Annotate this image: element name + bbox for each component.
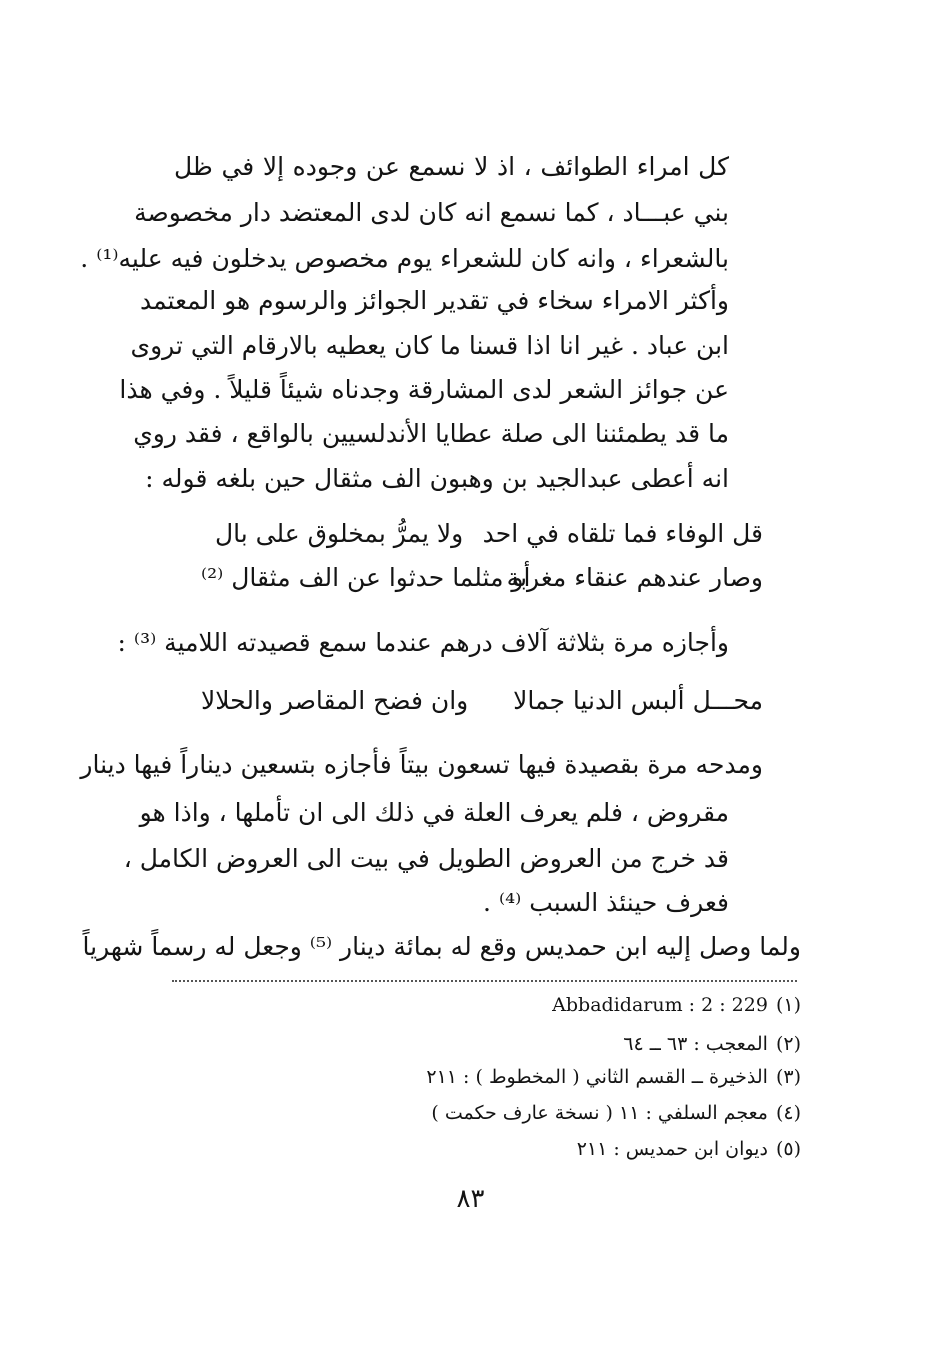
footnote-number: (٢) xyxy=(775,1033,801,1055)
footnote-separator xyxy=(172,980,797,982)
body-line-9: وأجازه مرة بثلاثة آلاف درهم عندما سمع قصيدته اللامية ⁽³⁾ : xyxy=(117,628,729,657)
body-line-8: انه أعطى عبدالجيد بن وهبون الف مثقال حين بلغه قوله : xyxy=(145,464,729,493)
body-line-10: ومدحه مرة بقصيدة فيها تسعون بيتاً فأجازه بتسعين ديناراً فيها دينار xyxy=(80,750,763,779)
footnote-text: الذخيرة ــ القسم الثاني ( المخطوط ) : ٢١١ xyxy=(426,1066,768,1088)
page-number: ٨٣ xyxy=(456,1184,485,1214)
verse-hemistich-right: محـــل ألبس الدنيا جمالا xyxy=(513,686,763,715)
verse-hemistich-left: وان فضح المقاصر والحلالا xyxy=(201,686,469,715)
footnote-text: معجم السلفي : ١١ ( نسخة عارف حكمت ) xyxy=(431,1102,768,1124)
body-line-3: بالشعراء ، وانه كان للشعراء يوم مخصوص يدخلون فيه عليه⁽¹⁾ . xyxy=(80,244,729,273)
body-line-5: ابن عباد . غير انا اذا قسنا ما كان يعطيه بالارقام التي تروى xyxy=(130,331,729,360)
verse-hemistich-left: ولا يمرُّ بمخلوق على بال xyxy=(215,519,464,548)
footnote-5 xyxy=(577,1140,801,1159)
verse-row xyxy=(173,686,763,726)
verse-row xyxy=(173,563,763,603)
body-line-2: بني عبـــاد ، كما نسمع انه كان لدى المعتضد دار مخصوصة xyxy=(134,198,729,227)
verse-hemistich-right: قل الوفاء فما تلقاه في احد xyxy=(482,519,763,548)
footnote-3 xyxy=(426,1068,801,1087)
body-line-7: ما قد يطمئننا الى صلة عطايا الأندلسيين بالواقع ، فقد روي xyxy=(133,419,729,448)
footnote-text: ديوان ابن حمديس : ٢١١ xyxy=(576,1138,768,1160)
footnote-text: المعجب : ٦٣ ــ ٦٤ xyxy=(623,1033,768,1055)
body-line-1: كل امراء الطوائف ، اذ لا نسمع عن وجوده إلا في ظل xyxy=(174,152,729,181)
footnote-4 xyxy=(431,1104,801,1123)
verse-hemistich-right: وصار عندهم عنقاء مغربة xyxy=(506,563,763,592)
footnote-number: (١) xyxy=(775,994,801,1016)
verse-row xyxy=(173,519,763,559)
body-line-12: قد خرج من العروض الطويل في بيت الى العروض الكامل ، xyxy=(123,844,729,873)
body-line-11: مقروض ، فلم يعرف العلة في ذلك الى ان تأملها ، واذا هو xyxy=(139,798,729,827)
body-line-13: فعرف حينئذ السبب ⁽⁴⁾ . xyxy=(483,888,729,917)
footnote-text: Abbadidarum : 2 : 229 xyxy=(552,994,768,1016)
verse-hemistich-left: أو مثلما حدثوا عن الف مثقال ⁽²⁾ xyxy=(201,563,531,592)
footnote-number: (٣) xyxy=(775,1066,801,1088)
footnote-1 xyxy=(552,996,801,1015)
body-line-14: ولما وصل إليه ابن حمديس وقع له بمائة دينار ⁽⁵⁾ وجعل له رسماً شهرياً xyxy=(82,932,801,961)
body-line-4: وأكثر الامراء سخاء في تقدير الجوائز والرسوم هو المعتمد xyxy=(139,286,729,315)
body-line-6: عن جوائز الشعر لدى المشارقة وجدناه شيئاً قليلاً . وفي هذا xyxy=(119,375,729,404)
footnote-number: (٥) xyxy=(775,1138,801,1160)
footnote-2 xyxy=(623,1035,801,1054)
footnote-number: (٤) xyxy=(775,1102,801,1124)
